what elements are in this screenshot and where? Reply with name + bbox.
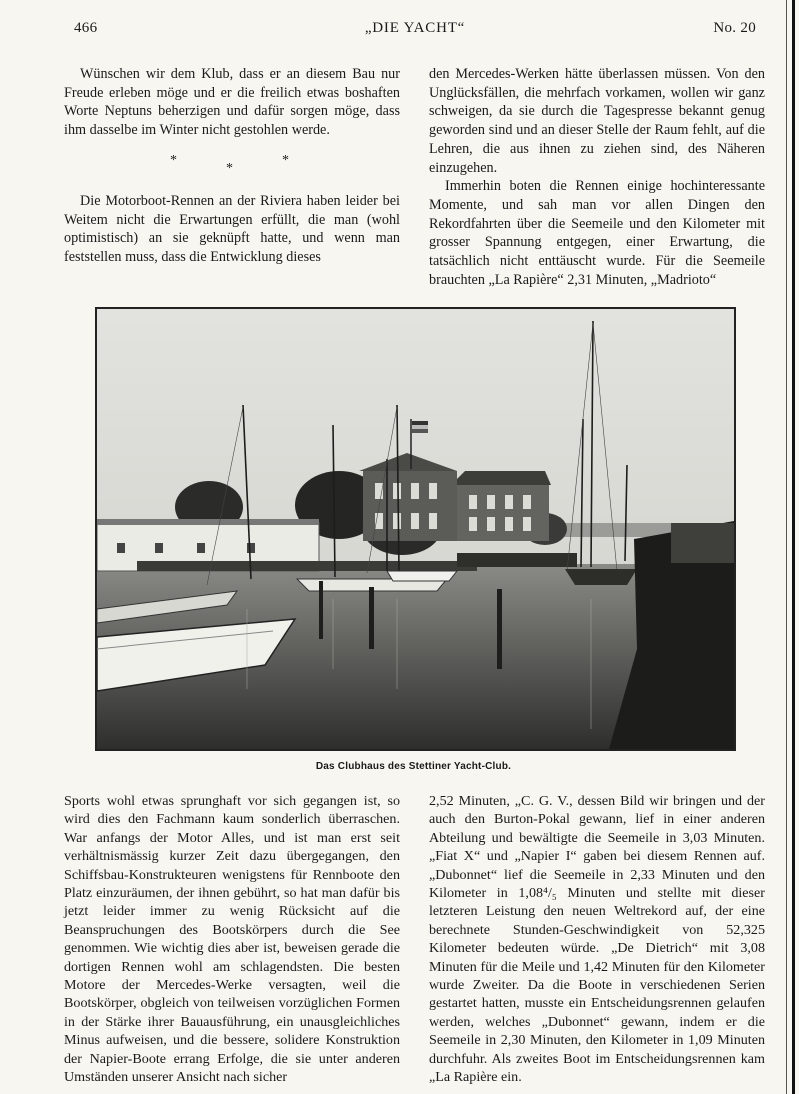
clubhouse-photo <box>95 307 736 751</box>
scan-edge <box>792 0 795 1094</box>
separator-star: * <box>226 160 233 176</box>
section-separator <box>64 146 400 184</box>
running-header <box>74 20 756 42</box>
column-bottom-left <box>64 792 400 1087</box>
column-top-right <box>429 65 765 289</box>
paragraph: 2,52 Minuten, „C. G. V., dessen Bild wir bringen und der auch den Burton-Pokal gewann, lief in einer anderen Abteilung und bewältigte die Seemeile in 3,03 Minuten. „Fiat X“ und „Napier I“ gaben bei diesem Rennen auf. „Dubonnet“ lief die Seemeile in 2,33 Minuten und den Kilometer in 1,08⁴/₅ Minuten und stellte mit dieser letzteren Leistung den neuen Weltrekord auf, der eine berechnete Stunden-Geschwindigkeit von 52,325 Kilometer bedeuten würde. „De Dietrich“ mit 3,08 Minuten für die Meile und 1,42 Minuten für den Kilometer wurde Zweiter. Da die Boote in verschiedenen Serien gestartet hatten, musste ein Entscheidungsrennen gelaufen werden, welches „Dubonnet“ gewann, indem er die Seemeile in 2,30 Minuten, den Kilometer in 1,09 Minuten durchfuhr. Als zweites Boot im Entscheidungsrennen kam „La Rapière ein. <box>429 793 765 1086</box>
paragraph: Die Motorboot-Rennen an der Riviera haben leider bei Weitem nicht die Erwartungen erfüllt, die man (wohl optimistisch) an sie geknüpft hatte, und wenn man feststellen muss, dass die Entwicklung dieses <box>64 192 400 265</box>
issue-number: No. 20 <box>713 20 756 36</box>
harbor-image <box>97 309 734 749</box>
column-top-left <box>64 65 400 267</box>
journal-title: „DIE YACHT“ <box>364 20 466 36</box>
paragraph: Sports wohl etwas sprunghaft vor sich gegangen ist, so wird dies den Fachmann kaum sonderlich überraschen. War anfangs der Motor Alles, und ist man erst seit verhältnismässig kurzer Zeit dazu übergegangen, den Schiffsbau-Konstrukteuren wenigstens für Rennboote den Platz einzuräumen, der ihnen gebührt, so hat man dafür bis jetzt leider immer zu wenig Rücksicht auf die Beanspruchungen des Bootskörpers durch die See genommen. Wie wichtig dies aber ist, beweisen gerade die dortigen Rennen wohl am schlagendsten. Die besten Motore der Mercedes-Werke versagten, weil die Bootskörper, obgleich von teilweisen vorzüglichen Formen in der Stärke ihrer Bauausführung, ein unausgleichliches Minus aufweisen, und die bessere, solidere Konstruktion der Napier-Boote errang Erfolge, die sie unter anderen Umständen unserer Ansicht nach sicher <box>64 793 400 1086</box>
paragraph: Immerhin boten die Rennen einige hochinteressante Momente, und sah man vor allen Dingen den Rekordfahrten über die Seemeile und den Kilometer mit grosser Spannung entgegen, einer Erwartung, die tatsächlich nicht enttäuscht wurde. Für die Seemeile brauchten „La Rapière“ 2,31 Minuten, „Madrioto“ <box>429 178 765 288</box>
page-number: 466 <box>74 20 98 36</box>
separator-star: * <box>282 152 289 168</box>
column-bottom-right <box>429 792 765 1087</box>
separator-star: * <box>170 152 177 168</box>
paragraph: Wünschen wir dem Klub, dass er an diesem Bau nur Freude erleben möge und er die freilich etwas boshaften Worte Neptuns beherzigen und dafür sorgen möge, dass ihm dasselbe im Winter nicht gestohlen werde. <box>64 66 400 139</box>
scan-edge-line <box>786 0 787 1094</box>
paragraph: den Mercedes-Werken hätte überlassen müssen. Von den Unglücksfällen, die mehrfach vorkamen, wollen wir ganz schweigen, da sie durch die Tagespresse bekannt genug geworden sind und an dieser Stelle der Raum fehlt, auf die Lehren, die aus ihnen zu ziehen sind, des Näheren einzugehen. <box>429 66 765 176</box>
photo-caption: Das Clubhaus des Stettiner Yacht-Club. <box>315 761 512 772</box>
